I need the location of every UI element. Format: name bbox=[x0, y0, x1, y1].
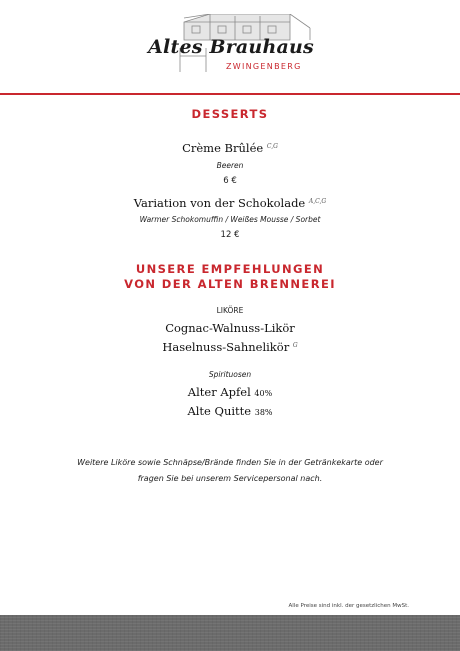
desserts-heading: DESSERTS bbox=[191, 107, 269, 121]
dessert-item-name bbox=[0, 196, 460, 210]
spirit-name: Alter Apfel bbox=[187, 385, 251, 399]
dessert-description: Warmer Schokomuffin / Weißes Mousse / Sorbet bbox=[139, 215, 321, 224]
spirit-item bbox=[0, 385, 460, 399]
liqueur-name: Cognac-Walnuss-Likör bbox=[165, 321, 295, 335]
recommendations-heading-line2: VON DER ALTEN BRENNEREI bbox=[124, 277, 336, 291]
dessert-name: Variation von der Schokolade bbox=[133, 196, 306, 210]
liqueur-name: Haselnuss-Sahnelikör bbox=[162, 340, 290, 354]
spirit-abv: 40% bbox=[254, 389, 273, 398]
allergen-label: C,G bbox=[266, 143, 278, 150]
footer-band bbox=[0, 615, 460, 651]
header-divider bbox=[0, 93, 460, 95]
liqueurs-label: LIKÖRE bbox=[216, 306, 244, 315]
dessert-price: 12 € bbox=[220, 230, 240, 240]
dessert-item-name bbox=[0, 141, 460, 155]
spirits-label: Spirituosen bbox=[208, 370, 252, 379]
logo-subtitle: ZWINGENBERG bbox=[226, 62, 302, 71]
spirit-abv: 38% bbox=[254, 408, 273, 417]
dessert-name: Crème Brûlée bbox=[182, 141, 264, 155]
logo-title: Altes Brauhaus bbox=[148, 36, 314, 58]
menu-note-line1: Weitere Liköre sowie Schnäpse/Brände finden Sie in der Getränkekarte oder bbox=[77, 458, 383, 467]
liqueur-item bbox=[0, 340, 460, 354]
spirit-name: Alte Quitte bbox=[187, 404, 252, 418]
dessert-price: 6 € bbox=[223, 176, 237, 186]
menu-note bbox=[0, 455, 460, 487]
recommendations-heading-line1: UNSERE EMPFEHLUNGEN bbox=[135, 262, 325, 276]
liqueur-item bbox=[0, 321, 460, 335]
logo bbox=[140, 14, 322, 76]
menu-note-line2: fragen Sie bei unserem Servicepersonal nach. bbox=[137, 474, 323, 483]
vat-note: Alle Preise sind inkl. der gesetzlichen MwSt. bbox=[288, 603, 409, 609]
allergen-label: A,C,G bbox=[308, 198, 327, 205]
allergen-label: G bbox=[292, 342, 298, 349]
spirit-item bbox=[0, 404, 460, 418]
dessert-description: Beeren bbox=[216, 161, 244, 170]
